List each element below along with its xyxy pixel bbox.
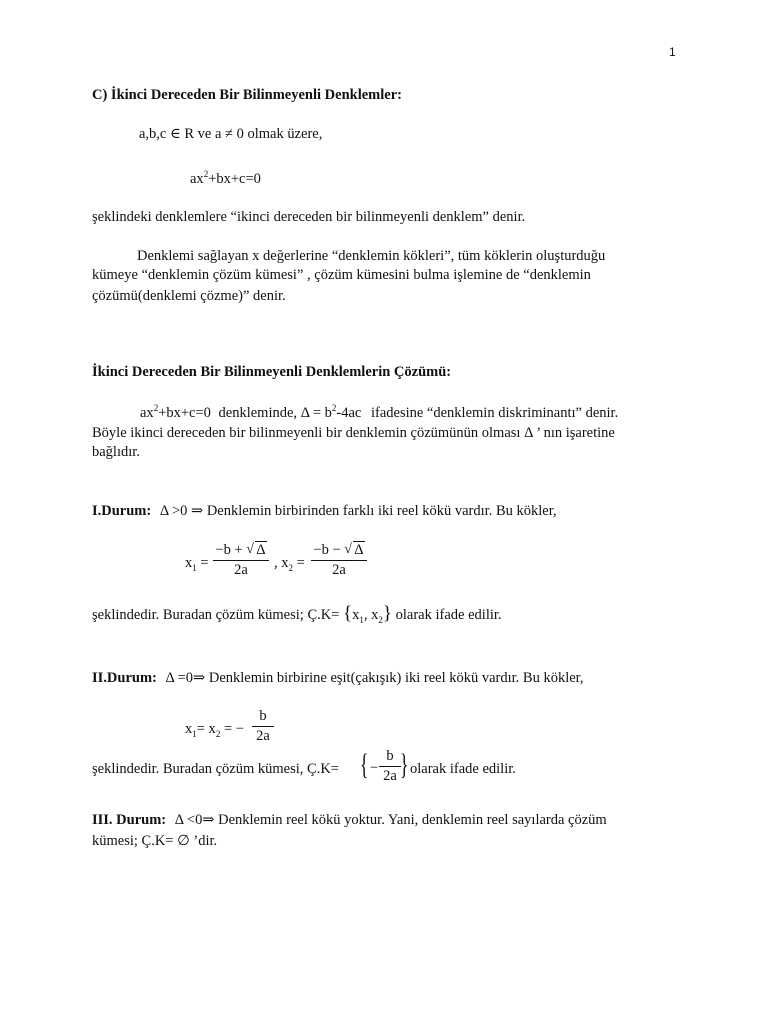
case1-result-suffix: olarak ifade edilir. (395, 607, 502, 623)
eq-exponent: 2 (203, 169, 209, 180)
case1-result-prefix: şeklindedir. Buradan çözüm kümesi; Ç.K= (92, 607, 340, 623)
case3-line (92, 811, 607, 829)
case2-set-fraction (379, 748, 401, 785)
case2-set-minus: − (370, 760, 379, 776)
case2-fraction-bar (252, 726, 274, 727)
solution-title: İkinci Dereceden Bir Bilinmeyenli Denklemlerin Çözümü: (92, 364, 452, 380)
case2-set-numerator: b (386, 748, 394, 764)
condition-text: a,b,c ∈ R ve a ≠ 0 olmak üzere, (139, 126, 323, 142)
x2-sep: , x (274, 555, 289, 571)
x1-num-prefix: −b + (215, 542, 243, 558)
section-title: C) İkinci Dereceden Bir Bilinmeyenli Denklemler: (92, 87, 402, 103)
x2-numerator (311, 542, 367, 559)
x2-sub: 2 (288, 562, 293, 573)
case3-line-2: kümesi; Ç.K= ∅ ’dir. (92, 833, 218, 849)
sol-end-text: ifadesine “denklemin diskriminantı” denir. (370, 405, 619, 421)
sol-eq-ax: ax (140, 405, 154, 421)
discriminant-line (140, 404, 618, 422)
delta-eq: Δ = b (300, 405, 332, 421)
case2-brace-open: { (359, 748, 369, 781)
case3-text: Denklemin reel kökü yoktur. Yani, denklemin reel sayılarda çözüm (218, 812, 607, 828)
case3-label: III. Durum: (92, 812, 167, 828)
eq-rest: +bx+c=0 (208, 171, 261, 187)
x2-denominator: 2a (332, 562, 346, 578)
case1-set-x2: , x (363, 607, 379, 623)
x1-sub: 1 (192, 562, 197, 573)
delta-rest: -4ac (336, 405, 362, 421)
sqrt-delta-2-content: Δ (354, 542, 364, 558)
case2-x2-sub: 2 (215, 728, 221, 739)
definition-line: şeklindeki denklemlere “ikinci dereceden bir bilinmeyenli denklem” denir. (92, 209, 526, 225)
x1-label (185, 554, 209, 572)
x1-numerator (213, 542, 269, 559)
case2-set-denominator: 2a (383, 768, 397, 784)
x1-denominator: 2a (234, 562, 248, 578)
general-equation (190, 170, 261, 188)
x1-eq: = (200, 555, 209, 571)
paragraph-line-3: çözümü(denklemi çözme)” denir. (92, 288, 286, 304)
case2-eq-minus: = − (223, 721, 244, 737)
case2-denominator: 2a (256, 728, 270, 744)
case2-label: II.Durum: (92, 670, 157, 686)
x2-eq: = (296, 555, 305, 571)
case1-text: Denklemin birbirinden farklı iki reel kökü vardır. Bu kökler, (206, 503, 557, 519)
case1-set-x1: x (352, 607, 360, 623)
solution-line-2: Böyle ikinci dereceden bir bilinmeyenli bir denklemin çözümünün olması Δ ’ nın işaretine (92, 425, 615, 441)
x2-fraction (311, 542, 367, 579)
x2-label (274, 554, 305, 572)
case1-set-sub2: 2 (378, 614, 383, 625)
case1-result (92, 605, 502, 624)
delta-exponent: 2 (331, 403, 337, 414)
case2-text: Denklemin birbirine eşit(çakışık) iki reel kökü vardır. Bu kökler, (208, 670, 584, 686)
case2-x1-sub: 1 (192, 728, 197, 739)
eq-ax: ax (190, 171, 204, 187)
case2-set-fraction-bar (379, 766, 401, 767)
x1-var: x (185, 555, 193, 571)
sqrt-delta-1-content: Δ (256, 542, 266, 558)
case2-set (357, 746, 417, 788)
sol-eq-exponent: 2 (153, 403, 159, 414)
case2-result-suffix: olarak ifade edilir. (410, 761, 516, 777)
x1-fraction-bar (213, 560, 269, 561)
case2-condition: Δ =0⇒ (165, 670, 206, 686)
case2-roots-label (185, 720, 244, 738)
case2-fraction (252, 708, 274, 745)
paragraph-line-2: kümeye “denklemin çözüm kümesi” , çözüm kümesini bulma işlemine de “denklemin (92, 267, 591, 283)
sol-eq-rest: +bx+c=0 (158, 405, 211, 421)
case1-set-open: { (343, 603, 353, 624)
x2-fraction-bar (311, 560, 367, 561)
case3-condition: Δ <0⇒ (174, 812, 215, 828)
page-number: 1 (669, 45, 676, 59)
solution-line-3: bağlıdır. (92, 444, 140, 460)
case2-result-prefix: şeklindedir. Buradan çözüm kümesi, Ç.K= (92, 761, 339, 777)
x2-num-prefix: −b − (313, 542, 341, 558)
case2-line (92, 669, 584, 687)
sqrt-delta-1 (246, 542, 266, 559)
case2-x2: = x (196, 721, 216, 737)
case1-line (92, 502, 557, 520)
case2-brace-close: } (399, 748, 409, 781)
case1-label: I.Durum: (92, 503, 152, 519)
delta-definition (301, 405, 362, 421)
case1-set-sub1: 1 (359, 614, 364, 625)
case1-set-close: } (382, 603, 393, 624)
paragraph-line-1: Denklemi sağlayan x değerlerine “denklemin kökleri”, tüm köklerin oluşturduğu (137, 248, 606, 264)
case2-numerator: b (259, 708, 267, 724)
case2-x1: x (185, 721, 193, 737)
case1-condition: Δ >0 ⇒ (159, 503, 204, 519)
x1-fraction (213, 542, 269, 579)
sol-mid-text: denkleminde, (218, 405, 298, 421)
sqrt-delta-2 (344, 542, 364, 559)
